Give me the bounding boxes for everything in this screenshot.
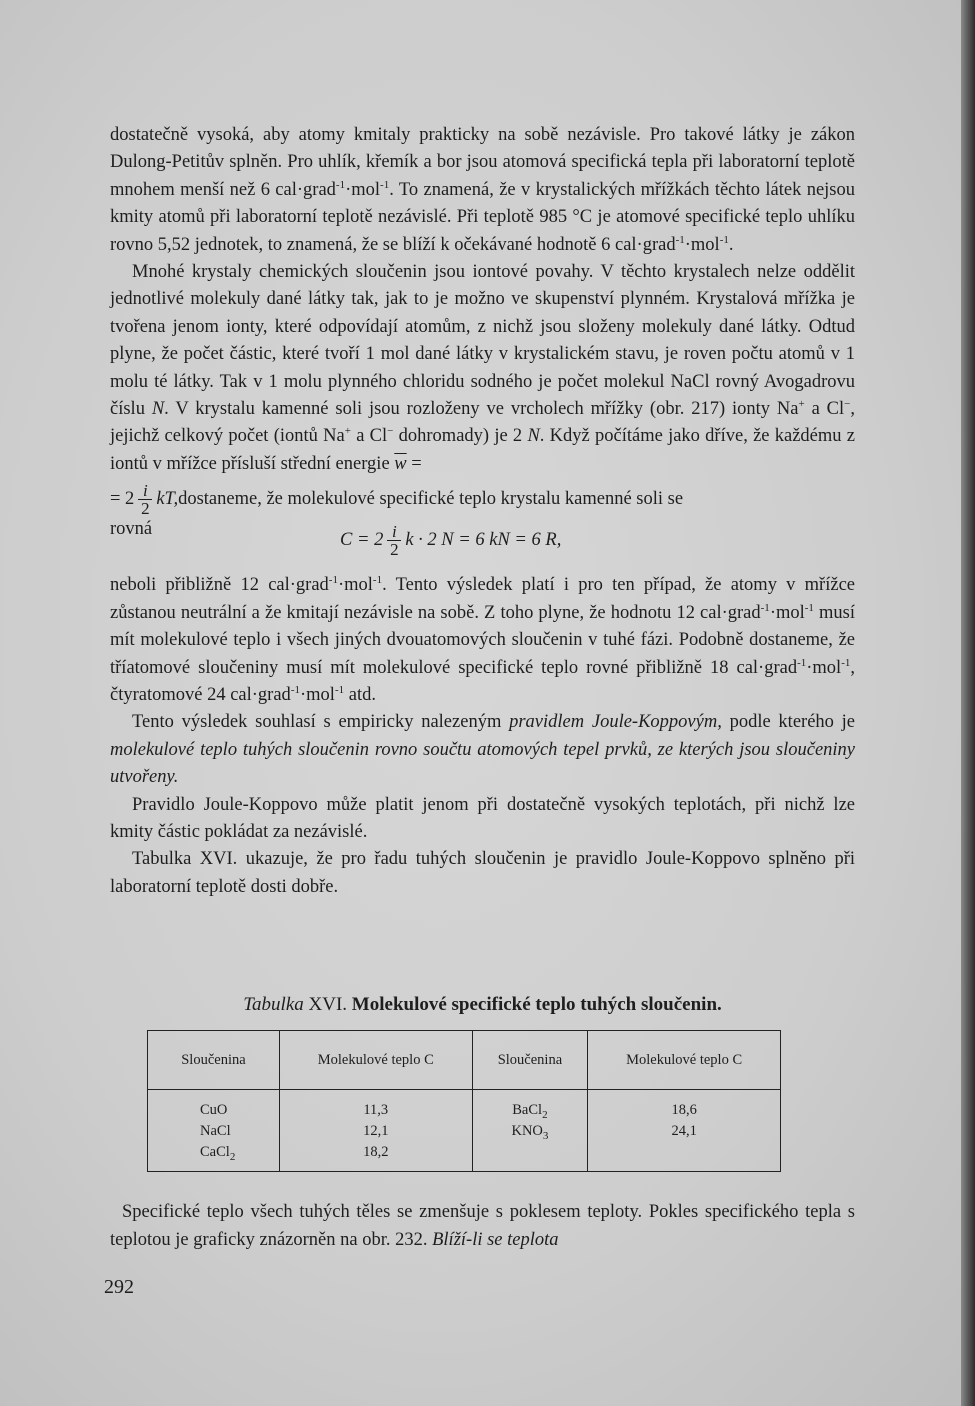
table-xvi <box>147 1030 781 1172</box>
display-equation: rovná C = 2 $\frac{i}{2}$ k · 2 N = 6 kN = 6 R, <box>110 519 562 559</box>
paragraph-3: neboli přibližně 12 cal·grad$^{-1}$·mol$^{-1}$. Tento výsledek platí i pro ten případ, že atomy v mřížce zůstanou neutrální a že kmitají nezávisle na sobě. Z toho plyne, že hodnotu 12 cal·grad$^{-1}$·mol$^{-1}$ musí mít molekulové teplo i všech jiných dvouatomových sloučenin v tuhé fázi. Podobně dostaneme, že tříatomové sloučeniny musí mít molekulové specifické teplo rovné přibližně 18 cal·grad$^{-1}$·mol$^{-1}$, čtyratomové 24 cal·grad$^{-1}$·mol$^{-1}$ atd. <box>110 574 856 705</box>
table-caption: Tabulka XVI. Molekulové specifické teplo tuhých sloučenin. <box>243 994 722 1015</box>
fraction-i-over-2-display: $\frac{i}{2}$ <box>387 523 401 558</box>
table-header-row <box>148 1031 781 1090</box>
header-compound-1: Sloučenina <box>148 1031 280 1090</box>
closing-text <box>110 1198 855 1254</box>
paragraph-6: Tabulka XVI. ukazuje, že pro řadu tuhých sloučenin je pravidlo Joule-Koppovo splněno při laboratorní teplotě dosti dobře. <box>110 849 855 897</box>
paragraph-1: dostatečně vysoká, aby atomy kmitaly prakticky na sobě nezávisle. Pro takové látky je zákon Dulong-Petitův splněn. Pro uhlík, křemík a bor jsou atomová specifická tepla při laboratorní teplotě mnohem menší než 6 cal·grad$^{-1}$·mol$^{-1}$. To znamená, že v krystalických mřížkách těchto látek nejsou kmity atomů při laboratorní teplotě nezávislé. Při teplotě 985 °C je atomové specifické teplo uhlíku rovno 5,52 jednotek, to znamená, že se blíží k očekávané hodnotě 6 cal·grad$^{-1}$·mol$^{-1}$. <box>110 125 855 255</box>
paragraph-4: Tento výsledek souhlasí s empiricky nalezeným pravidlem Joule-Koppovým, podle kterého je molekulové teplo tuhých sloučenin rovno součtu atomových tepel prvků, ze kterých jsou sloučeniny utvořeny. <box>110 712 855 788</box>
table-row: CaCl$_2$ 18,2 <box>148 1142 781 1172</box>
paragraph-5: Pravidlo Joule-Koppovo může platit jenom při dostatečně vysokých teplotách, při nichž lze kmity částic pokládat za nezávislé. <box>110 794 855 842</box>
main-text <box>110 122 855 901</box>
header-heat-2: Molekulové teplo C <box>588 1031 781 1090</box>
table-row: CuO 11,3 BaCl$_2$ 18,6 <box>148 1090 781 1122</box>
table-row: NaCl 12,1 $KNO_3$ 24,1 <box>148 1121 781 1142</box>
paragraph-2: Mnohé krystaly chemických sloučenin jsou iontové povahy. V těchto krystalech nelze oddělit jednotlivé molekuly dané látky tak, jak to je možno ve skupenství plynném. Krystalová mřížka je tvořena jenom ionty, které odpovídají atomům, z nichž jsou složeny molekuly dané látky. Odtud plyne, že počet částic, které tvoří 1 mol dané látky v krystalickém stavu, je roven počtu atomů v 1 molu té látky. Tak v 1 molu plynného chloridu sodného je počet molekul NaCl rovný Avogadrovu číslu N. V krystalu kamenné soli jsou rozloženy ve vrcholech mřížky (obr. 217) ionty Na+ a Cl−, jejichž celkový počet (iontů Na+ a Cl− dohromady) je 2 N. Když počítáme jako dříve, že každému z iontů v mřížce přísluší střední energie $\overline{w}$ = <box>110 262 855 474</box>
header-compound-2: Sloučenina <box>472 1031 588 1090</box>
equation-energy-line: = 2 $\frac{i}{2}$ kT, dostaneme, že molekulové specifické teplo krystalu kamenné soli se <box>110 480 684 518</box>
fraction-i-over-2: $\frac{i}{2}$ <box>138 482 152 517</box>
header-heat-1: Molekulové teplo C <box>279 1031 472 1090</box>
paragraph-7: Specifické teplo všech tuhých těles se zmenšuje s poklesem teploty. Pokles specifického tepla s teplotou je graficky znázorněn na obr. 232. Blíží-li se teplota <box>110 1202 855 1250</box>
page-number: 292 <box>104 1276 134 1298</box>
book-spine-shadow <box>961 0 975 1406</box>
